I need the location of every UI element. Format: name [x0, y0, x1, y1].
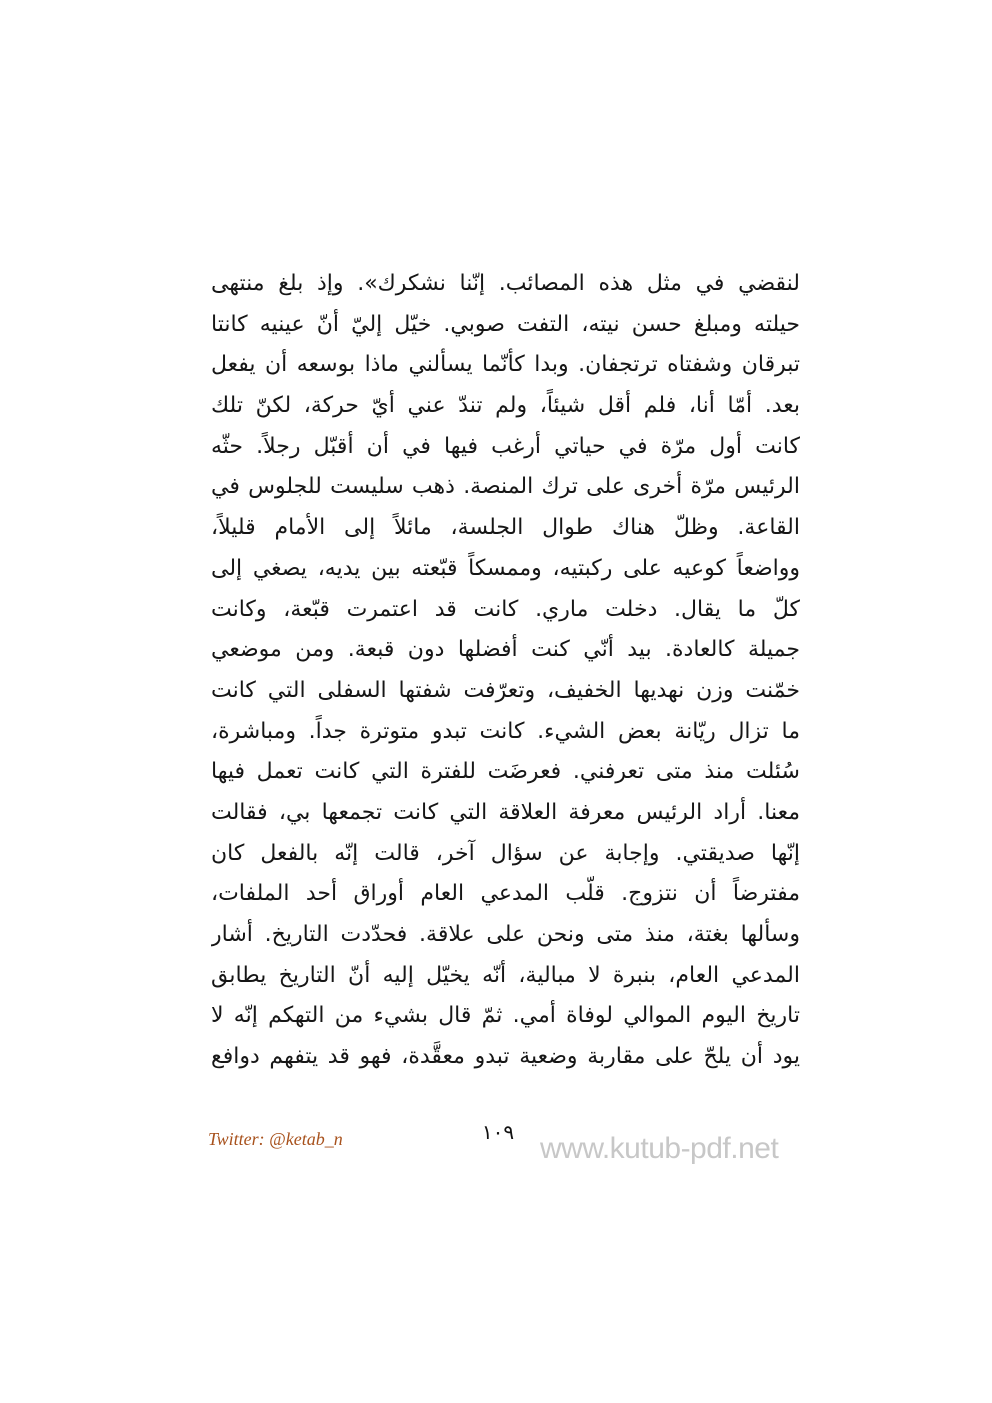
- text-line: معنا. أراد الرئيس معرفة العلاقة التي كانت تجمعها بي، فقالت: [211, 799, 800, 825]
- text-line: الرئيس مرّة أخرى على ترك المنصة. ذهب سليست للجلوس في: [211, 474, 800, 500]
- text-line: جميلة كالعادة. بيد أنّي كنت أفضلها دون قبعة. ومن موضعي: [211, 637, 800, 663]
- text-line: المدعي العام، بنبرة لا مبالية، أنّه يخيّل إليه أنّ التاريخ يطابق: [211, 962, 800, 988]
- text-line: وسألها بغتة، منذ متى ونحن على علاقة. فحدّدت التاريخ. أشار: [211, 922, 800, 947]
- text-line: سُئلت منذ متى تعرفني. فعرضَت للفترة التي كانت تعمل فيها: [211, 759, 800, 785]
- text-line: يود أن يلحّ على مقاربة وضعية تبدو معقَّدة، فهو قد يتفهم دوافع: [211, 1044, 800, 1070]
- text-line: خمّنت وزن نهديها الخفيف، وتعرّفت شفتها السفلى التي كانت: [211, 677, 800, 703]
- watermark: www.kutub-pdf.net: [540, 1132, 779, 1165]
- text-line: وواضعاً كوعيه على ركبتيه، وممسكاً قبّعته بين يديه، يصغي إلى: [211, 555, 800, 581]
- text-line: تبرقان وشفتاه ترتجفان. وبدا كأنّما يسألني ماذا بوسعه أن يفعل: [211, 352, 800, 378]
- text-line: تاريخ اليوم الموالي لوفاة أمي. ثمّ قال بشيء من التهكم إنّه لا: [211, 1003, 800, 1029]
- text-line: كانت أول مرّة في حياتي أرغب فيها في أن أقبّل رجلاً. حثّه: [211, 433, 800, 459]
- text-line: إنّها صديقتي. وإجابة عن سؤال آخر، قالت إنّه بالفعل كان: [211, 840, 800, 866]
- twitter-credit: Twitter: @ketab_n: [208, 1129, 343, 1149]
- text-line: لنقضي في مثل هذه المصائب. إنّنا نشكرك». وإذ بلغ منتهى: [211, 271, 800, 296]
- text-line: بعد. أمّا أنا، فلم أقل شيئاً، ولم تندّ عني أيّ حركة، لكنّ تلك: [211, 393, 800, 419]
- body-text: [211, 264, 800, 1078]
- text-line: كلّ ما يقال. دخلت ماري. كانت قد اعتمرت قبّعة، وكانت: [211, 596, 800, 622]
- text-line: مفترضاً أن نتزوج. قلّب المدعي العام أوراق أحد الملفات،: [211, 881, 800, 907]
- text-line: حيلته ومبلغ حسن نيته، التفت صوبي. خيّل إليّ أنّ عينيه كانتا: [211, 311, 800, 337]
- text-line: ما تزال ريّانة بعض الشيء. كانت تبدو متوترة جداً. ومباشرة،: [211, 718, 800, 744]
- page-number: ١٠٩: [481, 1120, 515, 1144]
- text-line: القاعة. وظلّ هناك طوال الجلسة، مائلاً إلى الأمام قليلاً،: [211, 515, 800, 541]
